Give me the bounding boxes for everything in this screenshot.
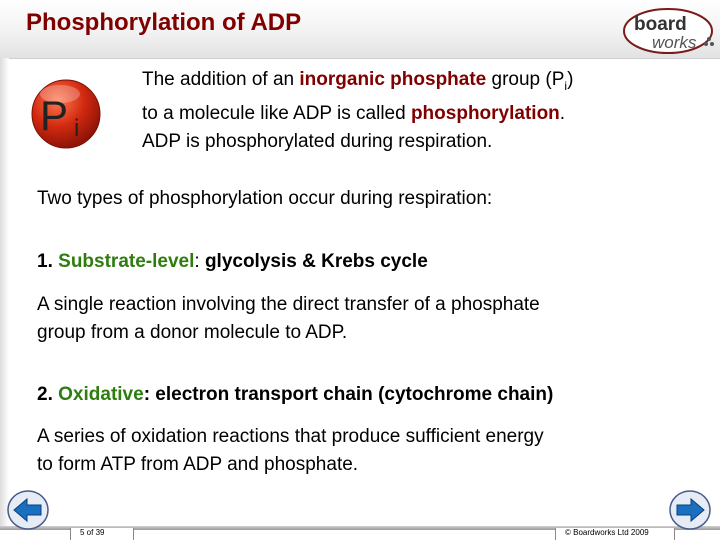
term-oxidative: Oxidative xyxy=(58,384,144,405)
oxidative-description: A series of oxidation reactions that produce sufficient energy to form ATP from ADP and phosphate. xyxy=(37,426,544,475)
term-inorganic-phosphate: inorganic phosphate xyxy=(299,69,487,90)
intro-line-1: The addition of an inorganic phosphate group $(P_i)$ xyxy=(142,69,574,93)
logo-text-board: board xyxy=(634,14,687,35)
page-counter: 5 of 39 xyxy=(80,528,105,537)
left-margin-strip xyxy=(0,58,9,528)
intro-paragraph xyxy=(142,66,702,156)
oxidative-heading: 2. Oxidative: electron transport chain (cytochrome chain) xyxy=(37,384,554,405)
pi-subscript: i xyxy=(74,115,80,142)
intro-line-2: to a molecule like ADP is called phosphorylation. xyxy=(142,103,566,124)
page-title: Phosphorylation of ADP xyxy=(26,9,302,36)
types-heading: Two types of phosphorylation occur during respiration: xyxy=(37,188,493,209)
arrow-right-icon xyxy=(668,488,712,532)
phosphate-pi-icon xyxy=(30,78,102,150)
next-slide-button[interactable] xyxy=(668,488,712,532)
boardworks-logo xyxy=(622,6,718,56)
intro-line-3: ADP is phosphorylated during respiration. xyxy=(142,131,493,152)
substrate-level-description: A single reaction involving the direct transfer of a phosphate group from a donor molecule to ADP. xyxy=(37,294,540,343)
previous-slide-button[interactable] xyxy=(6,488,50,532)
term-substrate-level: Substrate-level xyxy=(58,251,195,272)
term-phosphorylation: phosphorylation xyxy=(410,103,560,124)
copyright-text: © Boardworks Ltd 2009 xyxy=(565,528,649,537)
pi-letter: P xyxy=(40,92,69,139)
substrate-level-heading: 1. Substrate-level: glycolysis & Krebs cycle xyxy=(37,251,428,272)
arrow-left-icon xyxy=(6,488,50,532)
logo-text-works: works xyxy=(652,33,697,52)
